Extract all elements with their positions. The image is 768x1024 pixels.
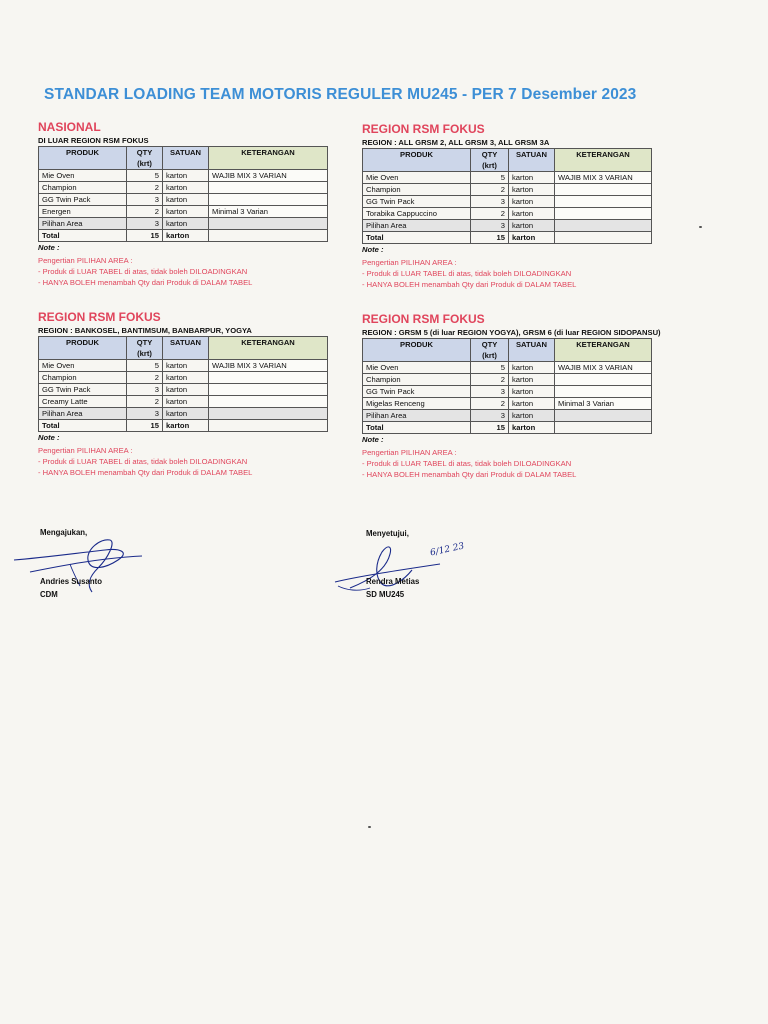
table-row: Creamy Latte 2 karton (39, 396, 328, 408)
section-title: NASIONAL (38, 120, 101, 134)
note-label: Note : (362, 245, 384, 254)
table-header (39, 147, 328, 170)
table-row: Champion 2 karton (39, 372, 328, 384)
signature-right-date-note: 6/12 23 (429, 541, 466, 559)
signature-block-left (10, 520, 210, 610)
section-title: REGION RSM FOKUS (362, 122, 485, 136)
note-line: Pengertian PILIHAN AREA : (38, 446, 133, 455)
signature-block-right (330, 525, 530, 615)
header-qty: QTY (krt) (471, 149, 509, 172)
header-satuan: SATUAN (509, 149, 555, 172)
note-line: - Produk di LUAR TABEL di atas, tidak boleh DILOADINGKAN (38, 457, 248, 466)
section-region-grsm5-6 (362, 312, 661, 480)
header-produk: PRODUK (39, 337, 127, 360)
table-total-row: Total 15 karton (39, 230, 328, 242)
table-header (363, 149, 652, 172)
product-table (38, 146, 328, 242)
table-header (39, 337, 328, 360)
section-subtitle: REGION : GRSM 5 (di luar REGION YOGYA), GRSM 6 (di luar REGION SIDOPANSU) (362, 328, 661, 337)
header-qty: QTY (krt) (127, 147, 163, 170)
signature-right-role: SD MU245 (366, 590, 405, 599)
section-subtitle: REGION : ALL GRSM 2, ALL GRSM 3, ALL GRSM 3A (362, 138, 550, 147)
section-subtitle: DI LUAR REGION RSM FOKUS (38, 136, 149, 145)
table-row: Pilihan Area 3 karton (39, 408, 328, 420)
page-title: STANDAR LOADING TEAM MOTORIS REGULER MU245 - PER 7 Desember 2023 (44, 86, 637, 103)
header-satuan: SATUAN (509, 339, 555, 362)
header-qty: QTY (krt) (127, 337, 163, 360)
note-line: - Produk di LUAR TABEL di atas, tidak boleh DILOADINGKAN (362, 269, 572, 278)
table-row: Mie Oven 5 karton WAJIB MIX 3 VARIAN (39, 170, 328, 182)
section-nasional (38, 120, 328, 288)
table-row: GG Twin Pack 3 karton (363, 196, 652, 208)
section-region-grsm (362, 122, 652, 290)
note-line: - HANYA BOLEH menambah Qty dari Produk di DALAM TABEL (362, 470, 577, 479)
signature-left-role: CDM (40, 590, 58, 599)
table-row: Pilihan Area 3 karton (363, 410, 652, 422)
header-satuan: SATUAN (163, 337, 209, 360)
table-row: GG Twin Pack 3 karton (363, 386, 652, 398)
signature-left-label: Mengajukan, (40, 528, 88, 537)
table-total-row: Total 15 karton (363, 422, 652, 434)
header-keterangan: KETERANGAN (555, 339, 652, 362)
note-line: Pengertian PILIHAN AREA : (362, 258, 457, 267)
note-line: - Produk di LUAR TABEL di atas, tidak boleh DILOADINGKAN (362, 459, 572, 468)
table-row: Energen 2 karton Minimal 3 Varian (39, 206, 328, 218)
scan-speck (699, 226, 702, 228)
header-satuan: SATUAN (163, 147, 209, 170)
table-row: Champion 2 karton (363, 184, 652, 196)
header-keterangan: KETERANGAN (209, 147, 328, 170)
note-label: Note : (38, 243, 60, 252)
table-header (363, 339, 652, 362)
product-table (362, 338, 652, 434)
header-qty: QTY (krt) (471, 339, 509, 362)
note-label: Note : (362, 435, 384, 444)
table-row: GG Twin Pack 3 karton (39, 384, 328, 396)
section-title: REGION RSM FOKUS (362, 312, 485, 326)
note-label: Note : (38, 433, 60, 442)
table-row: Mie Oven 5 karton WAJIB MIX 3 VARIAN (39, 360, 328, 372)
table-row: Migelas Renceng 2 karton Minimal 3 Varian (363, 398, 652, 410)
signature-left-name: Andries Susanto (40, 577, 102, 586)
header-keterangan: KETERANGAN (555, 149, 652, 172)
header-produk: PRODUK (363, 149, 471, 172)
table-row: Torabika Cappuccino 2 karton (363, 208, 652, 220)
section-subtitle: REGION : BANKOSEL, BANTIMSUM, BANBARPUR, YOGYA (38, 326, 252, 335)
table-row: Mie Oven 5 karton WAJIB MIX 3 VARIAN (363, 172, 652, 184)
signature-right-label: Menyetujui, (366, 529, 409, 538)
table-row: Pilihan Area 3 karton (39, 218, 328, 230)
note-line: - HANYA BOLEH menambah Qty dari Produk di DALAM TABEL (38, 468, 253, 477)
table-row: Champion 2 karton (363, 374, 652, 386)
product-table (362, 148, 652, 244)
table-row: Champion 2 karton (39, 182, 328, 194)
header-keterangan: KETERANGAN (209, 337, 328, 360)
table-total-row: Total 15 karton (363, 232, 652, 244)
note-line: - HANYA BOLEH menambah Qty dari Produk di DALAM TABEL (362, 280, 577, 289)
signature-right-name: Rendra Metias (366, 577, 420, 586)
note-line: Pengertian PILIHAN AREA : (38, 256, 133, 265)
section-title: REGION RSM FOKUS (38, 310, 161, 324)
header-produk: PRODUK (39, 147, 127, 170)
scan-speck (368, 826, 371, 828)
table-total-row: Total 15 karton (39, 420, 328, 432)
product-table (38, 336, 328, 432)
note-line: Pengertian PILIHAN AREA : (362, 448, 457, 457)
section-region-bankosel (38, 310, 328, 478)
header-produk: PRODUK (363, 339, 471, 362)
note-line: - HANYA BOLEH menambah Qty dari Produk di DALAM TABEL (38, 278, 253, 287)
note-line: - Produk di LUAR TABEL di atas, tidak boleh DILOADINGKAN (38, 267, 248, 276)
table-row: Mie Oven 5 karton WAJIB MIX 3 VARIAN (363, 362, 652, 374)
table-row: GG Twin Pack 3 karton (39, 194, 328, 206)
table-row: Pilihan Area 3 karton (363, 220, 652, 232)
